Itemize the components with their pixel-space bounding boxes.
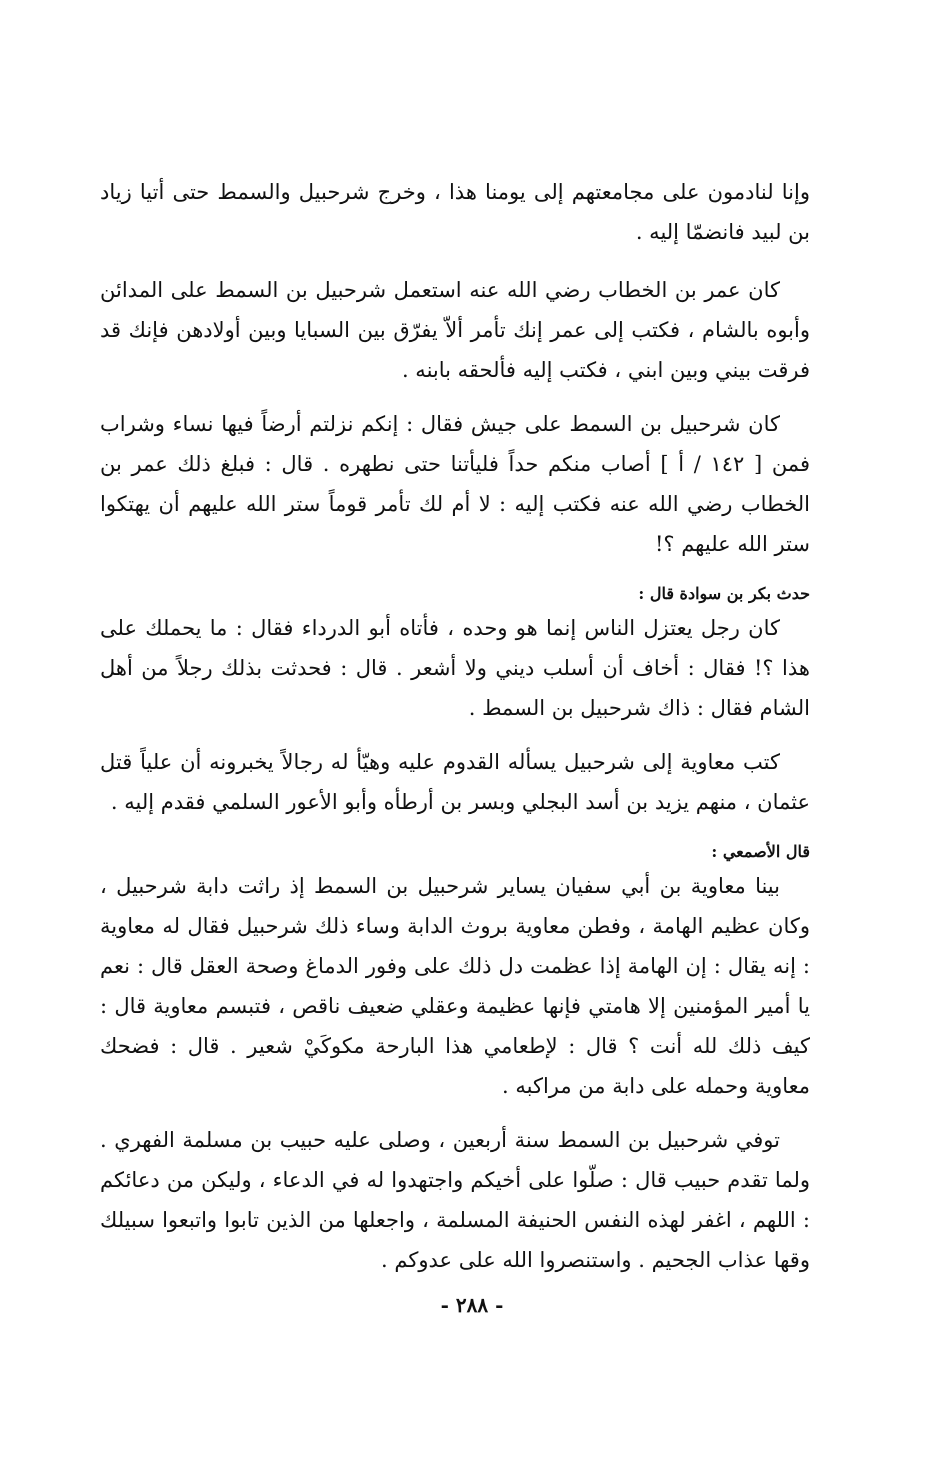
- paragraph-continuation: وإنا لنادمون على مجامعتهم إلى يومنا هذا ، وخرج شرحبيل والسمط حتى أتيا زياد بن لبيد فانضمّا إليه .: [100, 180, 810, 244]
- paragraph-death: توفي شرحبيل بن السمط سنة أربعين ، وصلى عليه حبيب بن مسلمة الفهري . ولما تقدم حبيب قال : صلّوا على أخيكم واجتهدوا له في الدعاء ، وليكن من دعائكم : اللهم ، اغفر لهذه النفس الحنيفة المسلمة ، واجعلها من الذين تابوا واتبعوا سبيلك وقها عذاب الجحيم . واستنصروا الله على عدوكم .: [100, 1128, 810, 1272]
- page-body: [100, 172, 810, 1280]
- paragraph-muawiya-letter: كتب معاوية إلى شرحبيل يسأله القدوم عليه وهيّأ له رجالاً يخبرونه أن علياً قتل عثمان ، منهم يزيد بن أسد البجلي وبسر بن أرطأه وأبو الأعور السلمي فقدم إليه .: [100, 750, 810, 814]
- paragraph-army-command: كان شرحبيل بن السمط على جيش فقال : إنكم نزلتم أرضاً فيها نساء وشراب فمن [ ١٤٢ / أ ] أصاب منكم حداً فليأتنا حتى نطهره . قال : فبلغ ذلك عمر بن الخطاب رضي الله عنه فكتب إليه : لا أم لك تأمر قوماً ستر الله عليهم أن يهتكوا ستر الله عليهم ؟!: [100, 412, 810, 556]
- page-number: - ٢٨٨ -: [440, 1293, 504, 1317]
- narration-heading-asmai: قال الأصمعي :: [711, 842, 810, 861]
- narration-heading-bakr: حدث بكر بن سوادة قال :: [638, 584, 810, 603]
- paragraph-riding-anecdote: بينا معاوية بن أبي سفيان يساير شرحبيل بن السمط إذ راثت دابة شرحبيل ، وكان عظيم الهامة ، وفطن معاوية بروث الدابة وساء ذلك شرحبيل فقال له معاوية : إنه يقال : إن الهامة إذا عظمت دل ذلك على وفور الدماغ وصحة العقل قال : نعم يا أمير المؤمنين إلا هامتي فإنها عظيمة وعقلي ضعيف ناقص ، فتبسم معاوية قال : كيف ذلك لله أنت ؟ قال : لإطعامي هذا البارحة مكوكَيْ شعير . قال : فضحك معاوية وحمله على دابة من مراكبه .: [100, 874, 810, 1098]
- paragraph-seclusion: كان رجل يعتزل الناس إنما هو وحده ، فأتاه أبو الدرداء فقال : ما يحملك على هذا ؟! فقال : أخاف أن أسلب ديني ولا أشعر . قال : فحدثت بذلك رجلاً من أهل الشام فقال : ذاك شرحبيل بن السمط .: [100, 616, 810, 720]
- paragraph-umar-appointment: كان عمر بن الخطاب رضي الله عنه استعمل شرحبيل بن السمط على المدائن وأبوه بالشام ، فكتب إلى عمر إنك تأمر ألاّ يفرّق بين السبايا وبين أولادهن فإنك قد فرقت بيني وبين ابني ، فكتب إليه فألحقه بابنه .: [100, 278, 810, 382]
